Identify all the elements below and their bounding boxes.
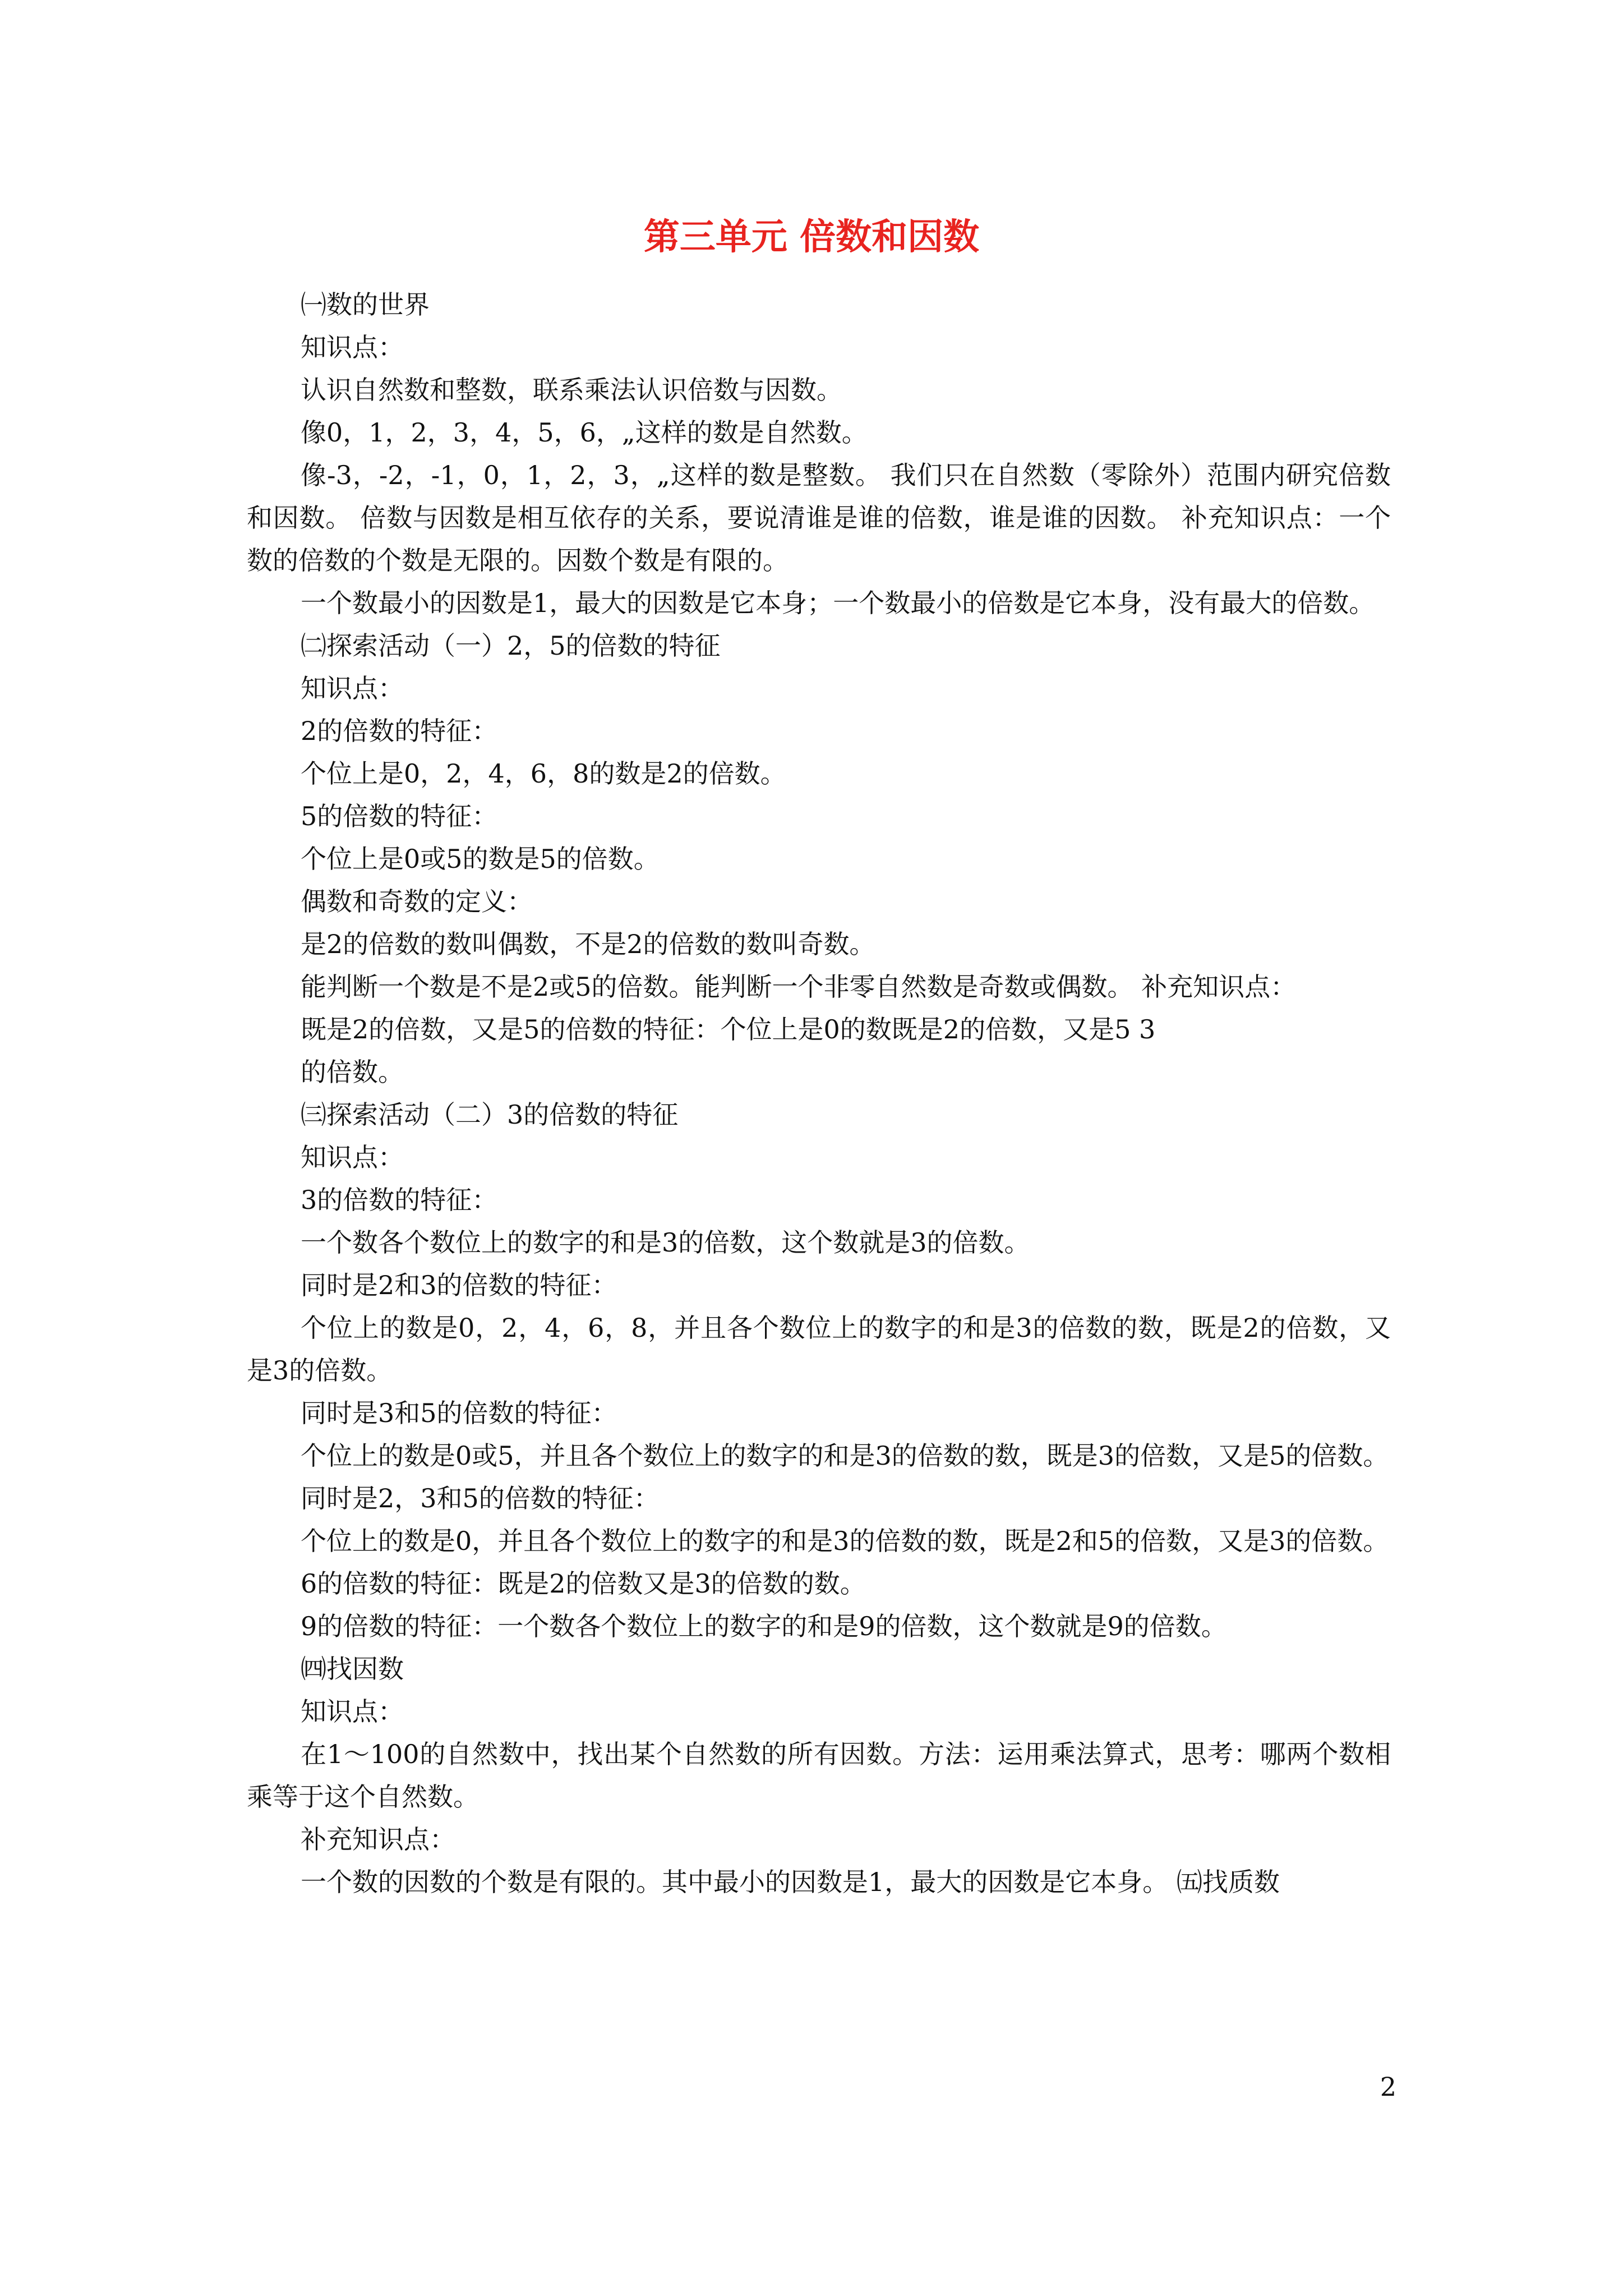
paragraph: 认识自然数和整数，联系乘法认识倍数与因数。 — [301, 375, 842, 405]
paragraph: 2的倍数的特征： — [301, 716, 498, 746]
paragraph: 知识点： — [301, 1696, 404, 1727]
section-heading: ㈡探索活动（一）2，5的倍数的特征 — [301, 631, 721, 661]
paragraph: 3的倍数的特征： — [301, 1185, 498, 1215]
paragraph: 的倍数。 — [301, 1057, 404, 1087]
paragraph: 在1～100的自然数中，找出某个自然数的所有因数。方法：运用乘法算式，思考：哪两个数相乘等于这个自然数。 — [247, 1739, 1391, 1812]
paragraph: 知识点： — [301, 1142, 404, 1172]
paragraph: 偶数和奇数的定义： — [301, 886, 533, 917]
paragraph: 个位上是0，2，4，6，8的数是2的倍数。 — [301, 758, 786, 789]
page-number: 2 — [1380, 2072, 1396, 2102]
paragraph: 5的倍数的特征： — [301, 801, 498, 831]
paragraph: 知识点： — [301, 673, 404, 703]
paragraph: 个位上的数是0或5，并且各个数位上的数字的和是3的倍数的数，既是3的倍数，又是5的倍数。 — [301, 1441, 1389, 1471]
document-body — [247, 283, 1391, 1903]
paragraph: 是2的倍数的数叫偶数，不是2的倍数的数叫奇数。 — [301, 929, 875, 959]
paragraph: 个位上的数是0，并且各个数位上的数字的和是3的倍数的数，既是2和5的倍数，又是3的倍数。 — [301, 1526, 1389, 1556]
page-title: 第三单元 倍数和因数 — [643, 216, 980, 258]
paragraph: 同时是3和5的倍数的特征： — [301, 1398, 617, 1428]
paragraph: 6的倍数的特征：既是2的倍数又是3的倍数的数。 — [301, 1568, 866, 1599]
paragraph: 像-3，-2，-1，0，1，2，3，„这样的数是整数。 我们只在自然数（零除外）范围内研究倍数和因数。 倍数与因数是相互依存的关系，要说清谁是谁的倍数，谁是谁的因数。 补充知识点：一个数的倍数的个数是无限的。因数个数是有限的。 — [247, 460, 1391, 576]
paragraph: 9的倍数的特征：一个数各个数位上的数字的和是9的倍数，这个数就是9的倍数。 — [301, 1611, 1227, 1641]
paragraph: 个位上是0或5的数是5的倍数。 — [301, 844, 660, 874]
paragraph: 一个数各个数位上的数字的和是3的倍数，这个数就是3的倍数。 — [301, 1227, 1030, 1258]
paragraph: 一个数最小的因数是1，最大的因数是它本身；一个数最小的倍数是它本身，没有最大的倍数。 — [301, 588, 1375, 618]
paragraph: 同时是2和3的倍数的特征： — [301, 1270, 617, 1300]
paragraph: 知识点： — [301, 332, 404, 362]
paragraph: 既是2的倍数，又是5的倍数的特征：个位上是0的数既是2的倍数，又是5 3 — [301, 1014, 1156, 1045]
paragraph: 个位上的数是0，2，4，6，8，并且各个数位上的数字的和是3的倍数的数，既是2的倍数，又是3的倍数。 — [247, 1313, 1391, 1386]
section-heading: ㈠数的世界 — [301, 289, 430, 320]
paragraph: 一个数的因数的个数是有限的。其中最小的因数是1，最大的因数是它本身。 ㈤找质数 — [301, 1867, 1280, 1897]
section-heading: ㈣找因数 — [301, 1654, 404, 1684]
paragraph: 像0，1，2，3，4，5，6，„这样的数是自然数。 — [301, 417, 868, 448]
paragraph: 补充知识点： — [301, 1824, 455, 1855]
paragraph: 同时是2，3和5的倍数的特征： — [301, 1483, 660, 1513]
paragraph: 能判断一个数是不是2或5的倍数。能判断一个非零自然数是奇数或偶数。 补充知识点： — [301, 972, 1297, 1002]
section-heading: ㈢探索活动（二）3的倍数的特征 — [301, 1099, 679, 1130]
